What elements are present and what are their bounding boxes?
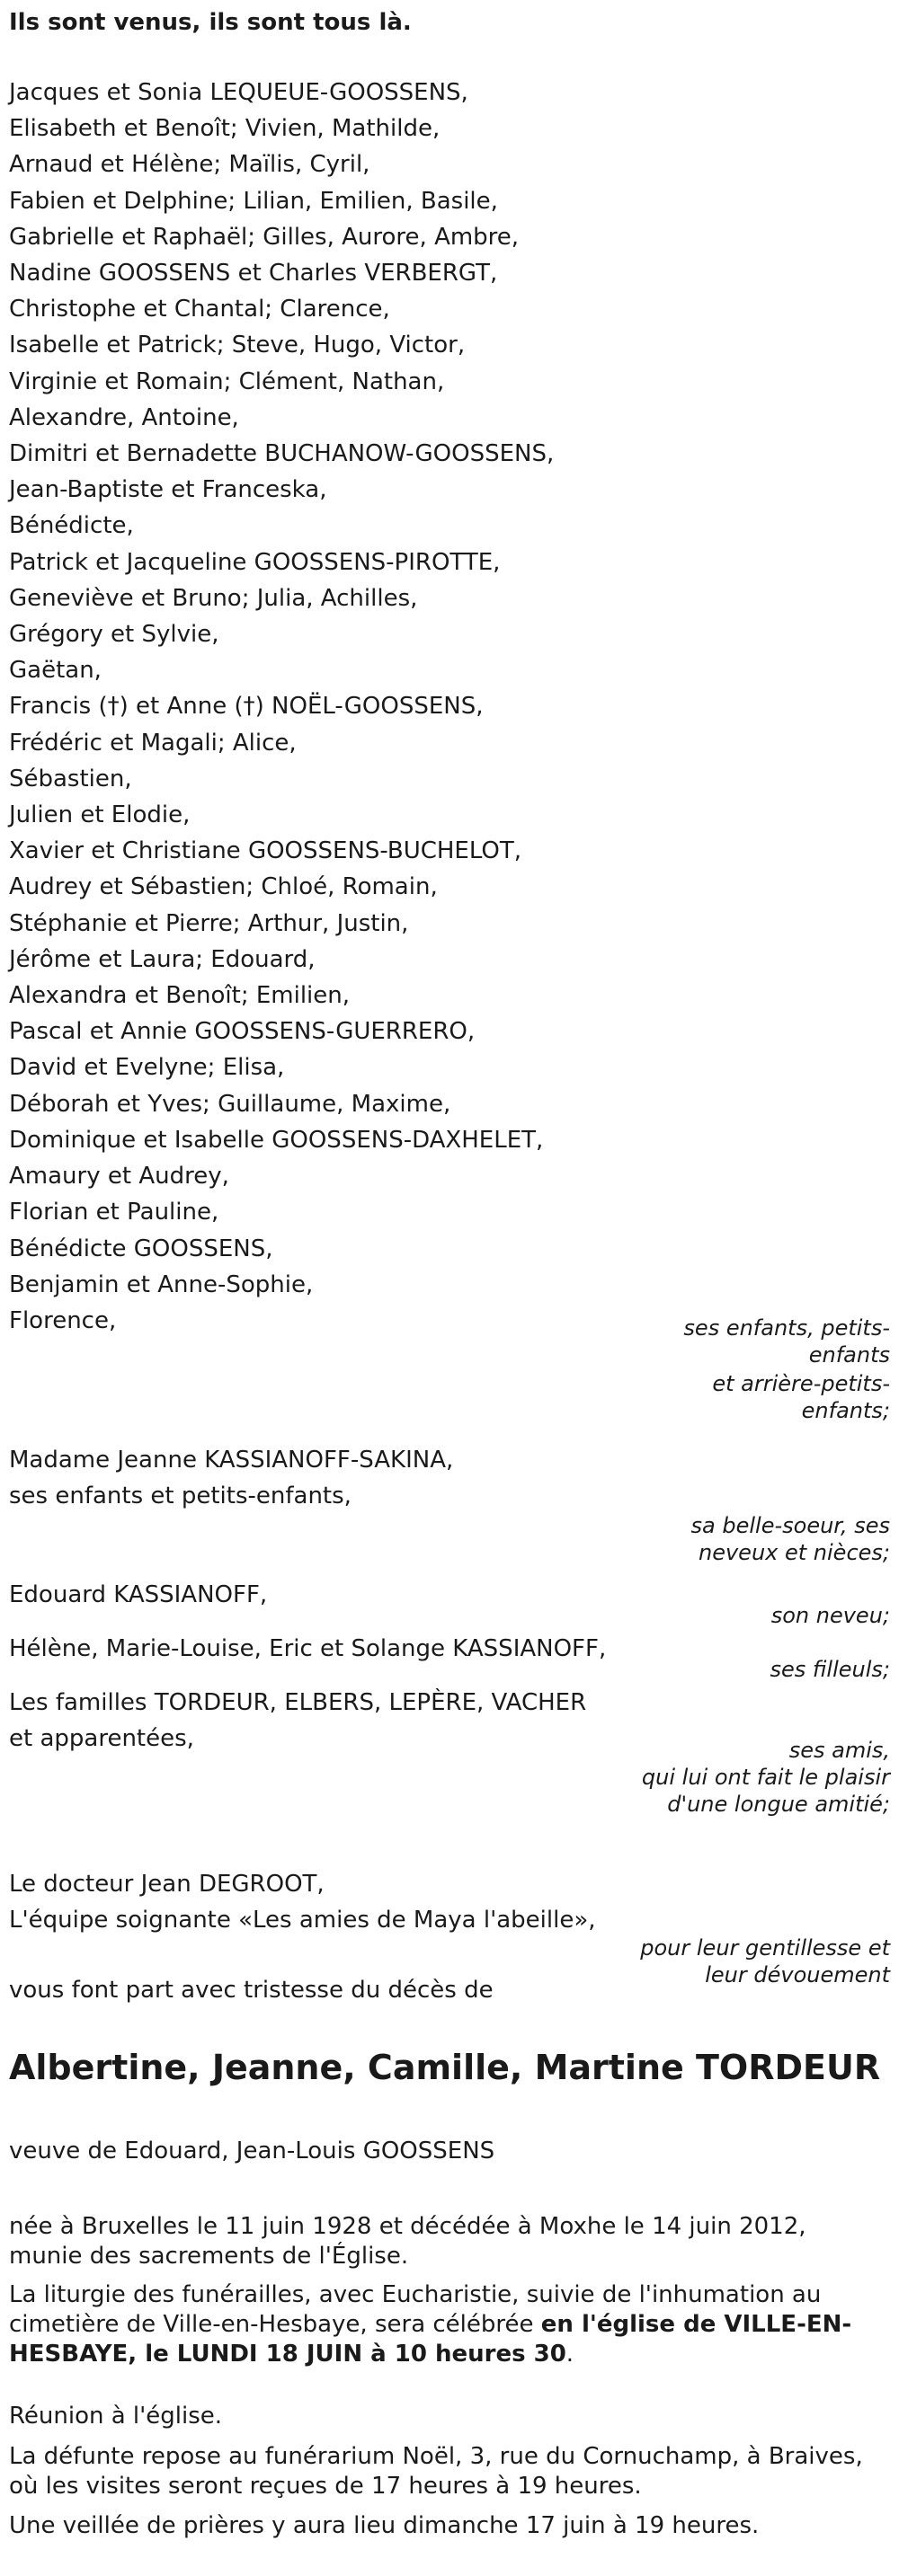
family-line: Florian et Pauline, xyxy=(9,1199,219,1226)
deceased-name: Albertine, Jeanne, Camille, Martine TORDEUR xyxy=(9,2048,881,2087)
family-line: Déborah et Yves; Guillaume, Maxime, xyxy=(9,1090,451,1118)
liturgy-location: en l'église de VILLE-EN-HESBAYE, le LUNDI 18 JUIN à 10 heures 30 xyxy=(9,2311,852,2368)
heading: Ils sont venus, ils sont tous là. xyxy=(9,9,412,36)
family-line: Alexandre, Antoine, xyxy=(9,403,239,431)
family-line: Fabien et Delphine; Lilian, Emilien, Basile, xyxy=(9,187,498,215)
related: et apparentées, xyxy=(9,1725,194,1752)
relation-great-grandchildren: et arrière-petits-enfants; xyxy=(712,1371,890,1423)
liturgy-end: . xyxy=(565,2341,574,2368)
liturgy-text: La liturgie des funérailles, avec Eucharistie, suivie de l'inhumation au cimetière de Ville-en-Hesbaye, sera célébrée xyxy=(9,2281,822,2338)
family-line: Jérôme et Laura; Edouard, xyxy=(9,945,316,973)
birth-death: née à Bruxelles le 11 juin 1928 et décédée à Moxhe le 14 juin 2012, munie des sacrements de l'Église. xyxy=(9,2213,806,2270)
relation-friends: ses amis, xyxy=(788,1738,890,1763)
family-line: Dominique et Isabelle GOOSSENS-DAXHELET, xyxy=(9,1126,544,1154)
widow-of: veuve de Edouard, Jean-Louis GOOSSENS xyxy=(9,2138,495,2164)
family-line: Amaury et Audrey, xyxy=(9,1163,229,1191)
kassianoff-sakina: Madame Jeanne KASSIANOFF-SAKINA, xyxy=(9,1447,454,1474)
family-line: Stéphanie et Pierre; Arthur, Justin, xyxy=(9,909,409,937)
family-list xyxy=(9,75,554,1339)
family-line: Nadine GOOSSENS et Charles VERBERGT, xyxy=(9,260,498,288)
reunion: Réunion à l'église. xyxy=(9,2403,223,2430)
family-line: Bénédicte, xyxy=(9,512,134,540)
family-line: Bénédicte GOOSSENS, xyxy=(9,1235,273,1262)
family-line: Jean-Baptiste et Franceska, xyxy=(9,476,327,504)
family-line: Benjamin et Anne-Sophie, xyxy=(9,1270,314,1298)
relation-sister-in-law: sa belle-soeur, ses neveux et nièces; xyxy=(690,1513,890,1565)
family-line: Florence, xyxy=(9,1306,117,1334)
family-line: Patrick et Jacqueline GOOSSENS-PIROTTE, xyxy=(9,548,501,576)
care-team: L'équipe soignante «Les amies de Maya l'abeille», xyxy=(9,1907,596,1934)
family-line: Jacques et Sonia LEQUEUE-GOOSSENS, xyxy=(9,79,468,106)
family-line: Pascal et Annie GOOSSENS-GUERRERO, xyxy=(9,1018,476,1046)
family-line: Gaëtan, xyxy=(9,657,102,685)
family-line: Dimitri et Bernadette BUCHANOW-GOOSSENS, xyxy=(9,440,555,468)
relation-care: pour leur gentillesse et leur dévouement xyxy=(640,1935,890,1987)
family-line: Frédéric et Magali; Alice, xyxy=(9,729,297,757)
relation-children: ses enfants, petits-enfants xyxy=(683,1315,890,1368)
liturgy xyxy=(9,2280,872,2369)
families: Les familles TORDEUR, ELBERS, LEPÈRE, VACHER xyxy=(9,1689,587,1716)
family-line: Geneviève et Bruno; Julia, Achilles, xyxy=(9,584,418,612)
family-line: Christophe et Chantal; Clarence, xyxy=(9,296,390,323)
family-line: Francis (†) et Anne (†) NOËL-GOOSSENS, xyxy=(9,693,484,721)
family-line: Alexandra et Benoît; Emilien, xyxy=(9,982,351,1010)
godchildren: Hélène, Marie-Louise, Eric et Solange KASSIANOFF, xyxy=(9,1635,607,1662)
vigil: Une veillée de prières y aura lieu dimanche 17 juin à 19 heures. xyxy=(9,2512,760,2539)
family-line: Audrey et Sébastien; Chloé, Romain, xyxy=(9,873,438,901)
family-line: Gabrielle et Raphaël; Gilles, Aurore, Ambre, xyxy=(9,223,520,251)
kassianoff-children: ses enfants et petits-enfants, xyxy=(9,1483,352,1509)
family-line: Virginie et Romain; Clément, Nathan, xyxy=(9,367,445,395)
announce: vous font part avec tristesse du décès de xyxy=(9,1977,494,2004)
family-line: Julien et Elodie, xyxy=(9,801,191,829)
family-line: Isabelle et Patrick; Steve, Hugo, Victor, xyxy=(9,332,466,359)
family-line: Elisabeth et Benoît; Vivien, Mathilde, xyxy=(9,115,441,143)
relation-godchildren: ses filleuls; xyxy=(770,1657,890,1682)
family-line: Grégory et Sylvie, xyxy=(9,621,219,649)
family-line: Arnaud et Hélène; Maïlis, Cyril, xyxy=(9,151,370,179)
funeral-home: La défunte repose au funérarium Noël, 3, rue du Cornuchamp, à Braives, où les visites seront reçues de 17 heures à 19 heures. xyxy=(9,2443,863,2500)
family-line: Sébastien, xyxy=(9,765,132,792)
doctor: Le docteur Jean DEGROOT, xyxy=(9,1871,325,1898)
family-line: Xavier et Christiane GOOSSENS-BUCHELOT, xyxy=(9,837,522,865)
edouard-kassianoff: Edouard KASSIANOFF, xyxy=(9,1581,268,1608)
relation-nephew: son neveu; xyxy=(770,1603,890,1628)
family-line: David et Evelyne; Elisa, xyxy=(9,1054,285,1082)
relation-friends-detail: qui lui ont fait le plaisir d'une longue amitié; xyxy=(641,1765,890,1817)
